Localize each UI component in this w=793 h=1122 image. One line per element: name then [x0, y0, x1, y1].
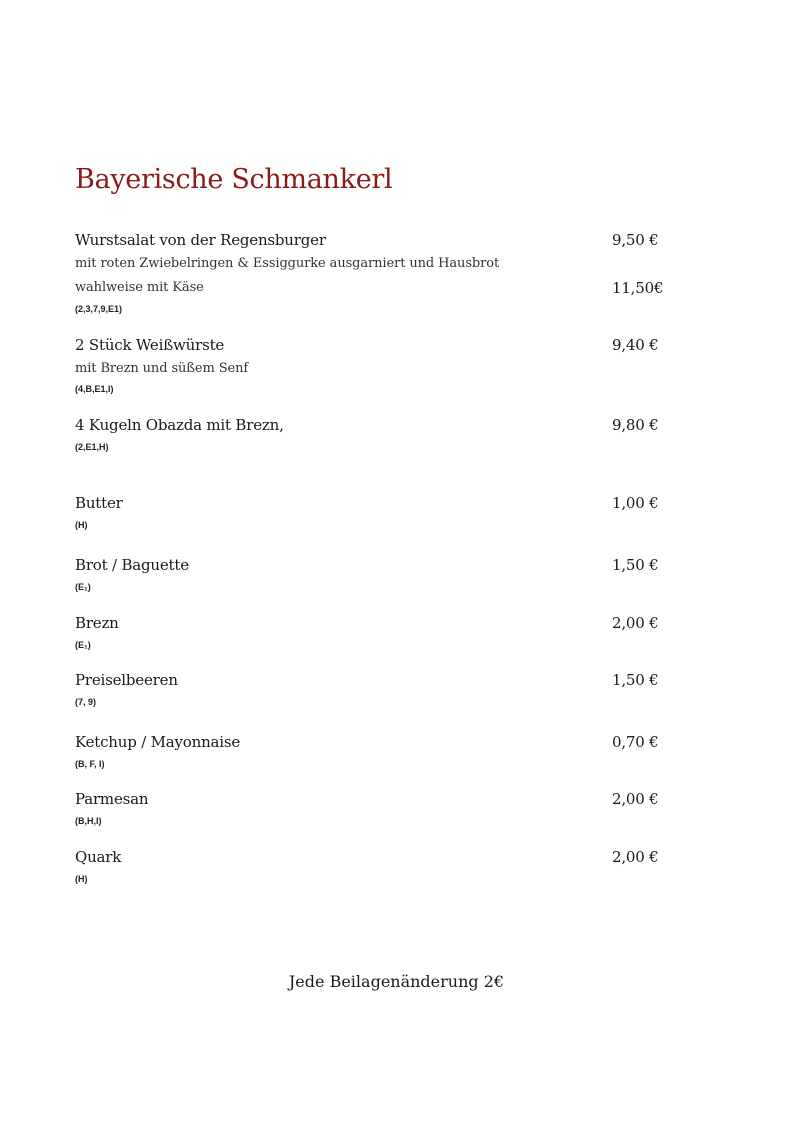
item-variant-price: 11,50€ [612, 279, 664, 297]
side-price: 0,70 € [612, 733, 659, 751]
side-allergens: (E₁) [75, 582, 91, 592]
item-description: mit Brezn und süßem Senf [75, 361, 249, 376]
item-allergens: (2,3,7,9,E1) [75, 304, 123, 314]
item-description: mit roten Zwiebelringen & Essiggurke ausgarniert und Hausbrot [75, 256, 500, 271]
side-name: Brot / Baguette [75, 556, 189, 574]
side-allergens: (7, 9) [75, 697, 97, 707]
menu-title: Bayerische Schmankerl [75, 164, 393, 195]
side-allergens: (E₁) [75, 640, 91, 650]
side-name: Preiselbeeren [75, 671, 178, 689]
side-name: Quark [75, 848, 122, 866]
item-price: 9,50 € [612, 231, 659, 249]
item-price: 9,40 € [612, 336, 659, 354]
side-price: 2,00 € [612, 848, 659, 866]
side-price: 1,50 € [612, 671, 659, 689]
item-name: Wurstsalat von der Regensburger [75, 231, 326, 249]
item-price: 9,80 € [612, 416, 659, 434]
item-allergens: (4,B,E1,I) [75, 384, 114, 394]
footer-note: Jede Beilagenänderung 2€ [288, 972, 505, 991]
item-name: 2 Stück Weißwürste [75, 336, 225, 354]
side-allergens: (H) [75, 874, 88, 884]
side-name: Parmesan [75, 790, 149, 808]
side-price: 2,00 € [612, 790, 659, 808]
side-allergens: (B,H,I) [75, 816, 102, 826]
side-price: 1,50 € [612, 556, 659, 574]
side-price: 2,00 € [612, 614, 659, 632]
item-allergens: (2,E1,H) [75, 442, 109, 452]
side-price: 1,00 € [612, 494, 659, 512]
item-name: 4 Kugeln Obazda mit Brezn, [75, 416, 284, 434]
side-allergens: (B, F, I) [75, 759, 105, 769]
side-name: Brezn [75, 614, 119, 632]
side-name: Ketchup / Mayonnaise [75, 733, 241, 751]
item-variant: wahlweise mit Käse [75, 280, 204, 295]
side-allergens: (H) [75, 520, 88, 530]
side-name: Butter [75, 494, 123, 512]
